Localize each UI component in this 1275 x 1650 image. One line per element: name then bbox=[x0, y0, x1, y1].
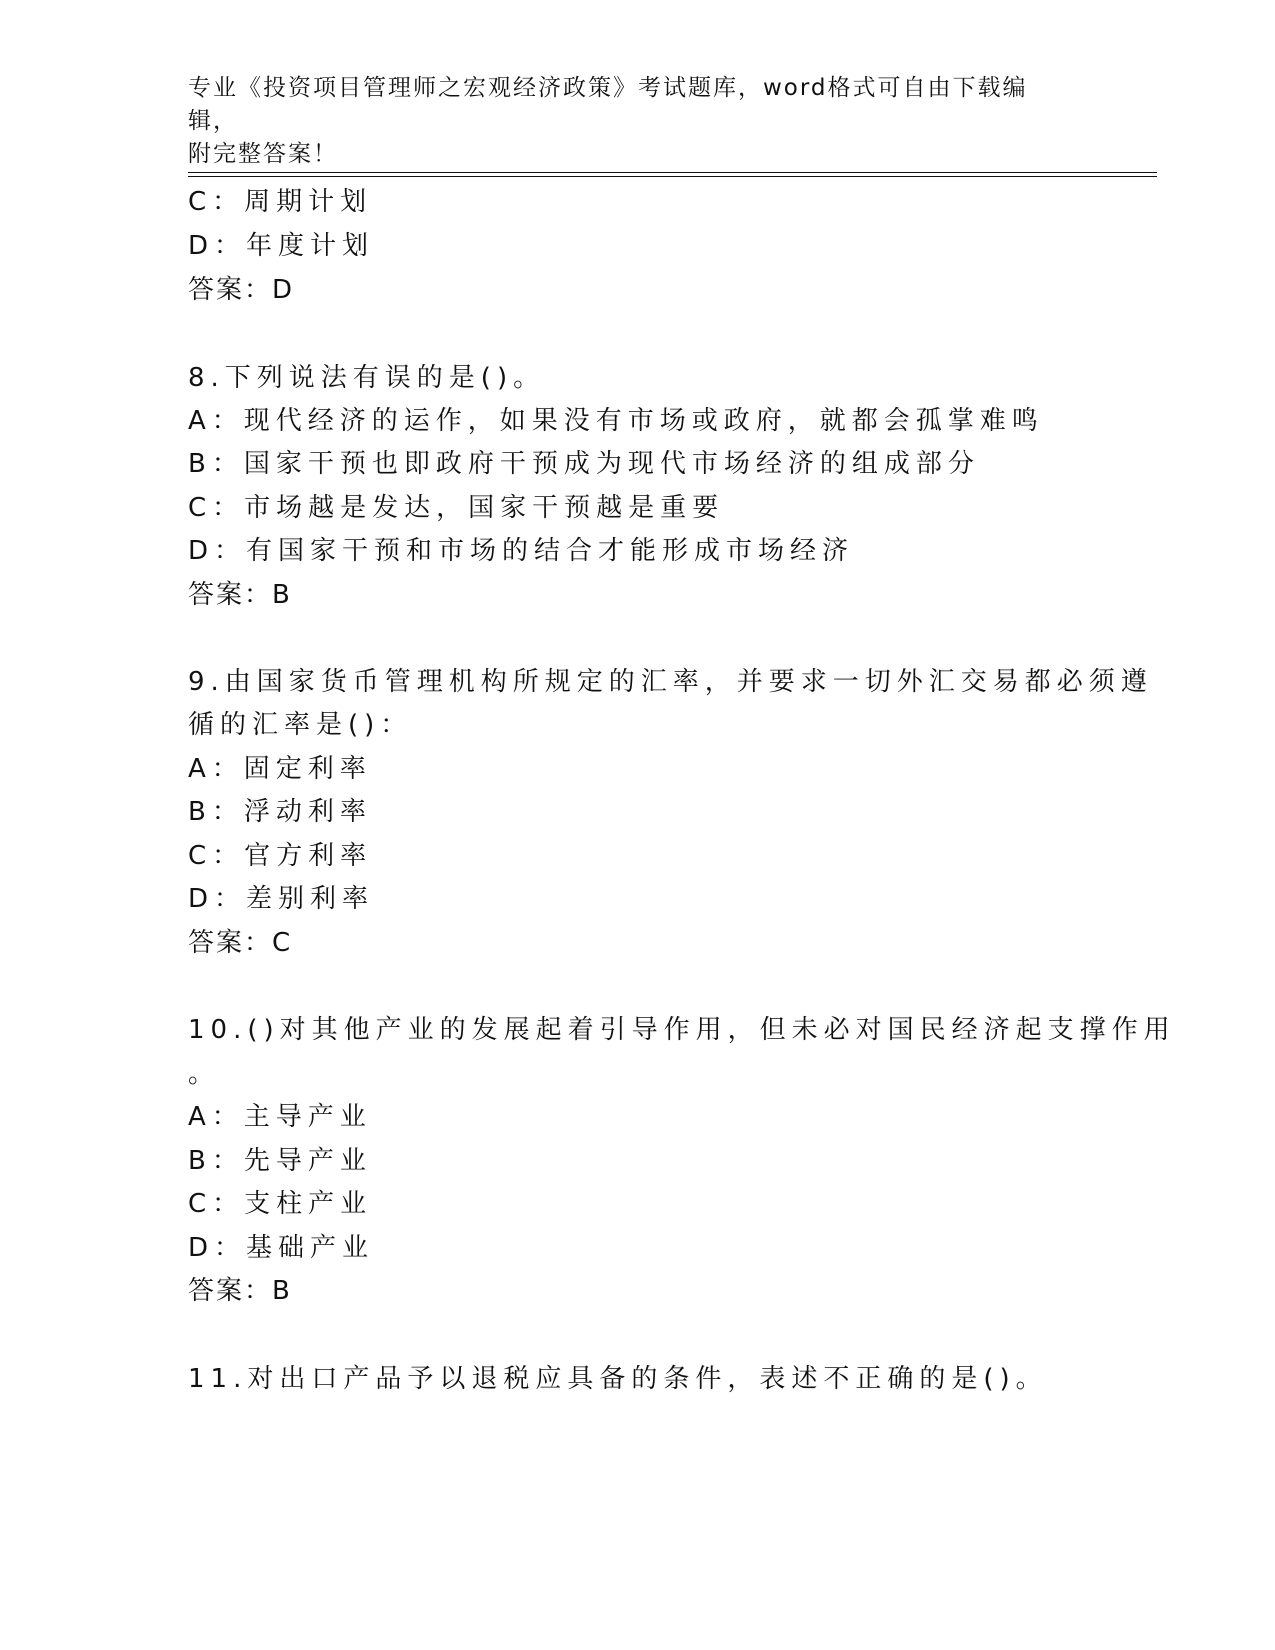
q7-option-d: D：年度计划 bbox=[188, 231, 375, 261]
q9-answer: 答案：C bbox=[188, 928, 293, 958]
q9-stem-line-2: 循的汇率是()： bbox=[188, 710, 413, 740]
q9-option-a: A：固定利率 bbox=[188, 754, 372, 784]
q9-option-d: D：差别利率 bbox=[188, 884, 375, 914]
q7-answer: 答案：D bbox=[188, 275, 295, 305]
header-line-1: 专业《投资项目管理师之宏观经济政策》考试题库，word格式可自由下载编辑， bbox=[188, 75, 1028, 134]
q7-option-c: C：周期计划 bbox=[188, 187, 373, 217]
q8-option-b: B：国家干预也即政府干预成为现代市场经济的组成部分 bbox=[188, 449, 980, 479]
q11-stem: 11.对出口产品予以退税应具备的条件，表述不正确的是()。 bbox=[188, 1364, 1048, 1394]
q10-option-c: C：支柱产业 bbox=[188, 1189, 373, 1219]
document-header bbox=[188, 72, 1068, 171]
q10-stem-line-1: 10.()对其他产业的发展起着引导作用，但未必对国民经济起支撑作用 bbox=[188, 1015, 1176, 1045]
q10-option-d: D：基础产业 bbox=[188, 1233, 375, 1263]
header-rule-top bbox=[188, 172, 1157, 173]
header-line-2: 附完整答案！ bbox=[188, 141, 338, 167]
q8-answer: 答案：B bbox=[188, 580, 292, 610]
q9-stem-line-1: 9.由国家货币管理机构所规定的汇率，并要求一切外汇交易都必须遵 bbox=[188, 667, 1153, 697]
q9-option-c: C：官方利率 bbox=[188, 841, 373, 871]
q8-option-d: D：有国家干预和市场的结合才能形成市场经济 bbox=[188, 536, 855, 566]
q8-option-c: C：市场越是发达，国家干预越是重要 bbox=[188, 493, 725, 523]
q10-option-a: A：主导产业 bbox=[188, 1102, 372, 1132]
q8-option-a: A：现代经济的运作，如果没有市场或政府，就都会孤掌难鸣 bbox=[188, 406, 1044, 436]
q9-option-b: B：浮动利率 bbox=[188, 797, 372, 827]
q10-answer: 答案：B bbox=[188, 1276, 292, 1306]
q8-stem: 8.下列说法有误的是()。 bbox=[188, 363, 546, 393]
header-rule-bottom bbox=[188, 176, 1157, 177]
q10-option-b: B：先导产业 bbox=[188, 1146, 372, 1176]
q10-stem-line-2: 。 bbox=[188, 1059, 221, 1089]
